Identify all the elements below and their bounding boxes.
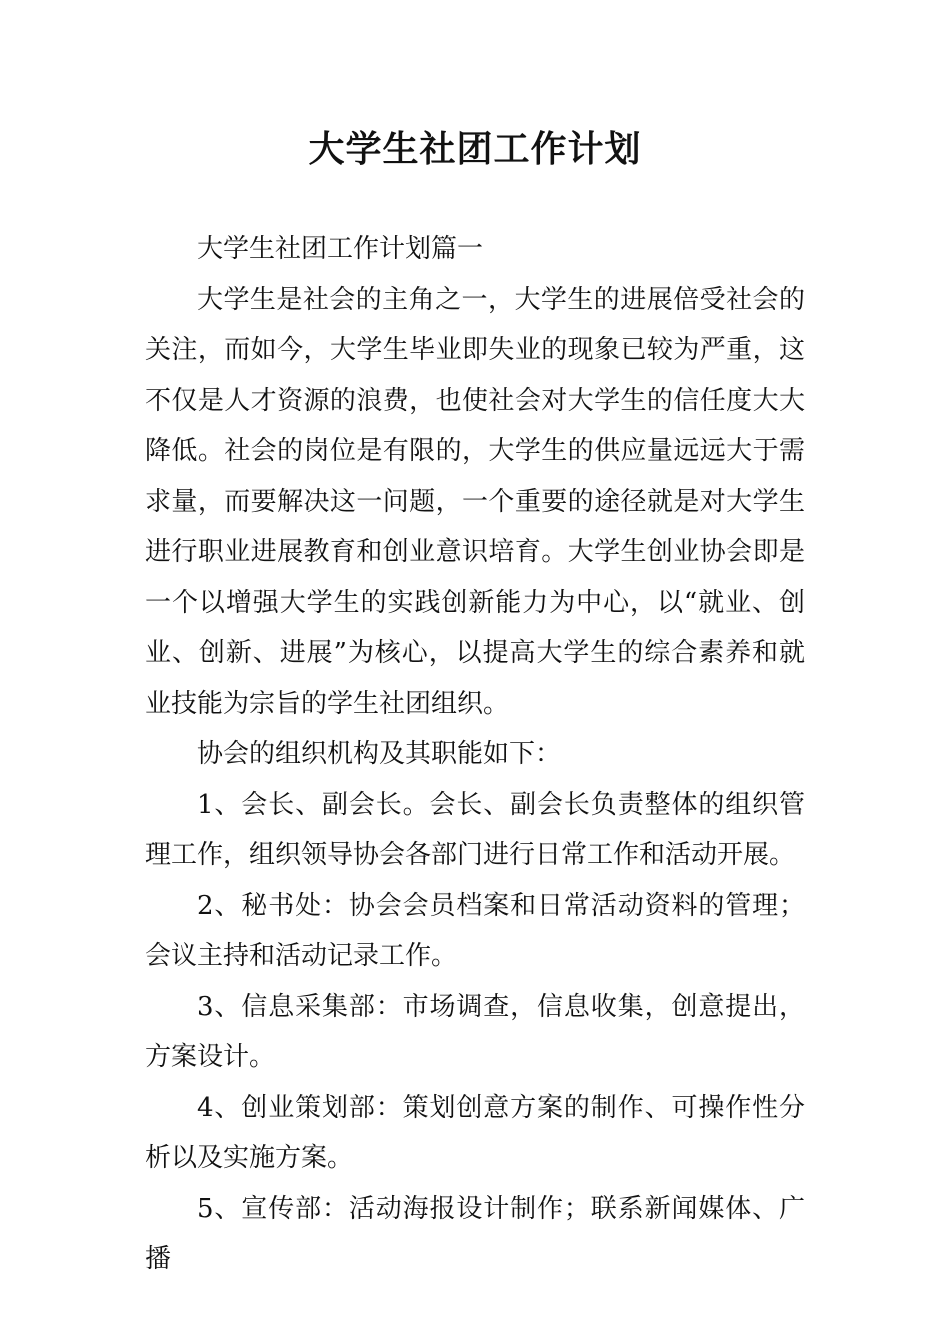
list-item-information-dept: 3、信息采集部：市场调查，信息收集，创意提出，方案设计。	[145, 991, 805, 1072]
list-item-president: 1、会长、副会长。会长、副会长负责整体的组织管理工作，组织领导协会各部门进行日常工作和活动开展。	[145, 789, 805, 870]
structure-heading: 协会的组织机构及其职能如下：	[197, 739, 562, 769]
list-item-publicity-dept: 5、宣传部：活动海报设计制作；联系新闻媒体、广播	[145, 1193, 805, 1274]
section-heading: 大学生社团工作计划篇一	[197, 234, 484, 264]
document-title: 大学生社团工作计划	[308, 129, 642, 170]
document-body	[145, 224, 805, 1285]
list-item-secretariat: 2、秘书处：协会会员档案和日常活动资料的管理；会议主持和活动记录工作。	[145, 890, 805, 971]
intro-paragraph: 大学生是社会的主角之一，大学生的进展倍受社会的关注，而如今，大学生毕业即失业的现象已较为严重，这不仅是人才资源的浪费，也使社会对大学生的信任度大大降低。社会的岗位是有限的，大学生的供应量远远大于需求量，而要解决这一问题，一个重要的途径就是对大学生进行职业进展教育和创业意识培育。大学生创业协会即是一个以增强大学生的实践创新能力为中心，以“就业、创业、创新、进展”为核心，以提高大学生的综合素养和就业技能为宗旨的学生社团组织。	[145, 284, 805, 719]
list-item-planning-dept: 4、创业策划部：策划创意方案的制作、可操作性分析以及实施方案。	[145, 1092, 805, 1173]
